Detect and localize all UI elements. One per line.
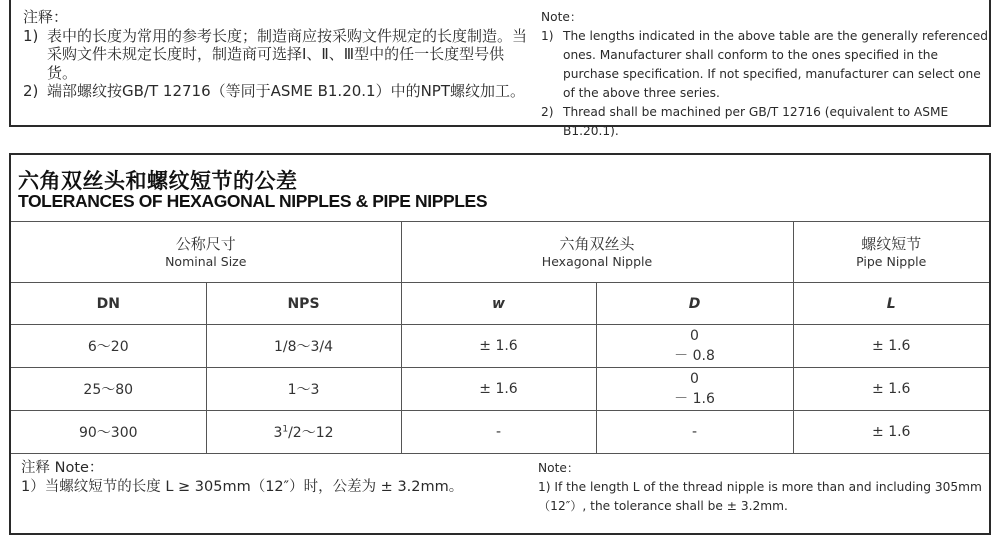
- header-dn: DN: [11, 283, 206, 325]
- table-row: [11, 411, 989, 454]
- notes-en-item: [541, 103, 991, 141]
- notes-chinese: [23, 8, 531, 101]
- cell-l: ± 1.6: [793, 325, 989, 368]
- footnote-english: [538, 459, 988, 516]
- cell-dn: 6～20: [11, 325, 206, 368]
- cell-nps: [206, 411, 401, 454]
- notes-panel: [9, 0, 991, 138]
- cell-nps: 1～3: [206, 368, 401, 411]
- footnote-en-item: 1) If the length L of the thread nipple is more than and including 305mm （12″）, the tolerance shall be ± 3.2mm.: [538, 480, 982, 513]
- cell-l: ± 1.6: [793, 368, 989, 411]
- notes-en-item-number: 1): [541, 29, 554, 43]
- header-hexagonal-nipple: [401, 222, 793, 283]
- cell-d-lower: － 0.8: [674, 348, 715, 364]
- tolerance-title-en: TOLERANCES OF HEXAGONAL NIPPLES & PIPE NIPPLES: [18, 191, 488, 211]
- header-d: D: [596, 283, 793, 325]
- header-hex-en: Hexagonal Nipple: [541, 253, 653, 269]
- tolerance-panel: [9, 153, 991, 535]
- cell-dn: 25～80: [11, 368, 206, 411]
- cell-d-upper: 0: [690, 371, 699, 387]
- cell-nps: 1/8～3/4: [206, 325, 401, 368]
- cell-d: [596, 368, 793, 411]
- notes-en-item-text: The lengths indicated in the above table are the generally referenced ones. Manufacturer shall conform to the ones specified in the purchase specification. If not specified, manufacturer can select one of the above three series.: [563, 29, 988, 100]
- footnote-chinese: [21, 459, 463, 497]
- cell-d: [596, 325, 793, 368]
- tolerance-title-cn: 六角双丝头和螺纹短节的公差: [18, 169, 298, 193]
- notes-en-item-text: Thread shall be machined per GB/T 12716 (equivalent to ASME B1.20.1).: [563, 105, 949, 138]
- notes-en-title: Note：: [541, 10, 583, 24]
- cell-d-upper: 0: [690, 328, 699, 344]
- header-nominal-cn: 公称尺寸: [175, 234, 236, 253]
- header-w: w: [401, 283, 596, 325]
- header-hex-cn: 六角双丝头: [559, 234, 635, 253]
- header-pipe-cn: 螺纹短节: [861, 234, 922, 253]
- notes-cn-item-text: 端部螺纹按GB/T 12716（等同于ASME B1.20.1）中的NPT螺纹加工。: [47, 82, 526, 100]
- cell-w: ± 1.6: [401, 325, 596, 368]
- cell-w: ± 1.6: [401, 368, 596, 411]
- header-l: L: [793, 283, 989, 325]
- table-row: [11, 325, 989, 368]
- notes-cn-item: [23, 82, 531, 101]
- header-nominal-en: Nominal Size: [165, 253, 247, 269]
- footnote-cn-title: 注释 Note：: [21, 460, 104, 476]
- cell-w: -: [401, 411, 596, 454]
- notes-en-item: [541, 27, 991, 103]
- header-nps: NPS: [206, 283, 401, 325]
- cell-l: ± 1.6: [793, 411, 989, 454]
- notes-cn-item: [23, 27, 531, 83]
- cell-nps-rest: /2～12: [288, 425, 334, 441]
- notes-cn-item-number: 1): [23, 26, 39, 45]
- cell-d-lower: － 1.6: [674, 391, 715, 407]
- header-pipe-en: Pipe Nipple: [856, 253, 927, 269]
- tolerance-table: [11, 221, 989, 454]
- notes-cn-title: 注释：: [23, 8, 69, 26]
- notes-cn-item-number: 2): [23, 82, 39, 100]
- table-row: [11, 368, 989, 411]
- notes-cn-item-text: 表中的长度为常用的参考长度；制造商应按采购文件规定的长度制造。当采购文件未规定长度时，制造商可选择Ⅰ、Ⅱ、Ⅲ型中的任一长度型号供货。: [47, 26, 528, 82]
- cell-nps-main: 3: [273, 425, 283, 441]
- table-sub-header-row: [11, 283, 989, 325]
- notes-english: [541, 8, 991, 141]
- footnote-en-title: Note：: [538, 461, 580, 475]
- cell-d: -: [596, 411, 793, 454]
- header-nominal-size: [11, 222, 401, 283]
- table-group-header-row: [11, 222, 989, 283]
- footnote-cn-item: 1）当螺纹短节的长度 L ≥ 305mm（12″）时，公差为 ± 3.2mm。: [21, 479, 464, 495]
- cell-nps-superscript: 1: [282, 424, 289, 435]
- header-pipe-nipple: [793, 222, 989, 283]
- notes-en-item-number: 2): [541, 105, 554, 119]
- cell-dn: 90～300: [11, 411, 206, 454]
